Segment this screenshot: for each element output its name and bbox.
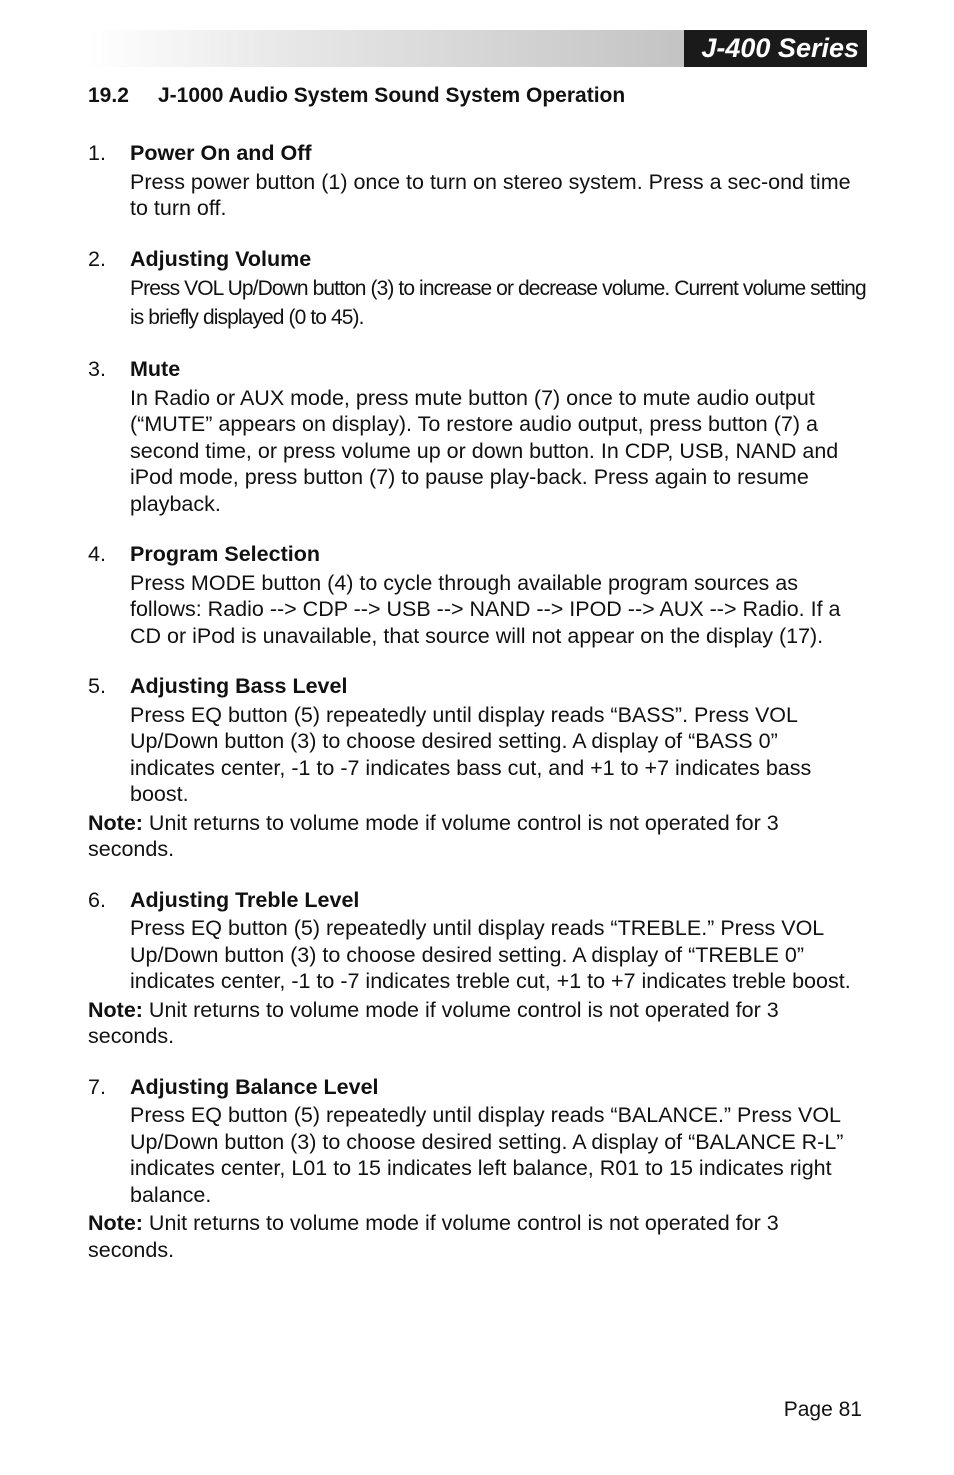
item-number: 3.	[88, 357, 106, 381]
item-number: 6.	[88, 887, 106, 912]
instructions-list	[88, 140, 868, 1287]
note-label: Note:	[88, 1211, 143, 1235]
list-item	[88, 673, 868, 808]
note	[88, 810, 868, 863]
section-title: J-1000 Audio System Sound System Operation	[158, 84, 626, 107]
item-number: 7.	[88, 1074, 106, 1099]
item-body: Press EQ button (5) repeatedly until display reads “TREBLE.” Press VOL Up/Down button (3) to choose desired setting. A display of “TREBLE 0” indicates center, -1 to -7 indicates treble cut, +1 to +7 indicates treble boost.	[130, 916, 851, 993]
series-title: J-400 Series	[684, 30, 867, 67]
note-label: Note:	[88, 997, 143, 1022]
item-heading: Adjusting Volume	[130, 246, 312, 271]
list-item	[88, 246, 868, 333]
item-heading: Adjusting Bass Level	[130, 674, 348, 698]
item-heading: Adjusting Treble Level	[130, 887, 360, 912]
item-body: Press power button (1) once to turn on stereo system. Press a sec-ond time to turn off.	[130, 169, 851, 220]
note-label: Note:	[88, 810, 143, 835]
note	[88, 997, 868, 1050]
item-number: 1.	[88, 141, 106, 165]
note-text: Unit returns to volume mode if volume control is not operated for 3 seconds.	[88, 1211, 779, 1262]
list-item	[88, 887, 868, 995]
list-item	[88, 356, 868, 517]
item-heading: Program Selection	[130, 542, 320, 566]
item-number: 4.	[88, 542, 106, 566]
section-heading	[88, 83, 625, 109]
note-text: Unit returns to volume mode if volume control is not operated for 3 seconds.	[88, 810, 779, 861]
item-body: In Radio or AUX mode, press mute button (7) once to mute audio output (“MUTE” appears on display). To restore audio output, press button (7) a second time, or press volume up or down button. In CDP, USB, NAND and iPod mode, press button (7) to pause play-back. Press again to resume playback.	[130, 385, 839, 516]
item-body: Press EQ button (5) repeatedly until display reads “BALANCE.” Press VOL Up/Down button (3) to choose desired setting. A display of “BALANCE R-L” indicates center, L01 to 15 indicates left balance, R01 to 15 indicates right balance.	[130, 1103, 844, 1207]
item-number: 5.	[88, 674, 106, 698]
item-number: 2.	[88, 246, 106, 271]
item-heading: Power On and Off	[130, 141, 312, 165]
list-item	[88, 140, 868, 222]
item-body: Press EQ button (5) repeatedly until display reads “BASS”. Press VOL Up/Down button (3) to choose desired setting. A display of “BASS 0” indicates center, -1 to -7 indicates bass cut, and +1 to +7 indicates bass boost.	[130, 702, 812, 806]
note-text: Unit returns to volume mode if volume control is not operated for 3 seconds.	[88, 997, 779, 1048]
list-item	[88, 1074, 868, 1209]
item-body: Press VOL Up/Down button (3) to increase or decrease volume. Current volume setting is briefly displayed (0 to 45).	[130, 277, 866, 329]
section-number: 19.2	[88, 84, 129, 107]
item-body: Press MODE button (4) to cycle through available program sources as follows: Radio --> CDP --> USB --> NAND --> IPOD --> AUX --> Radio. If a CD or iPod is unavailable, that source will not appear on the display (17).	[130, 570, 841, 648]
item-heading: Adjusting Balance Level	[130, 1074, 379, 1099]
header-bar	[88, 30, 867, 67]
item-heading: Mute	[130, 357, 181, 381]
note	[88, 1210, 868, 1263]
page-number: Page 81	[783, 1398, 862, 1421]
list-item	[88, 541, 868, 649]
